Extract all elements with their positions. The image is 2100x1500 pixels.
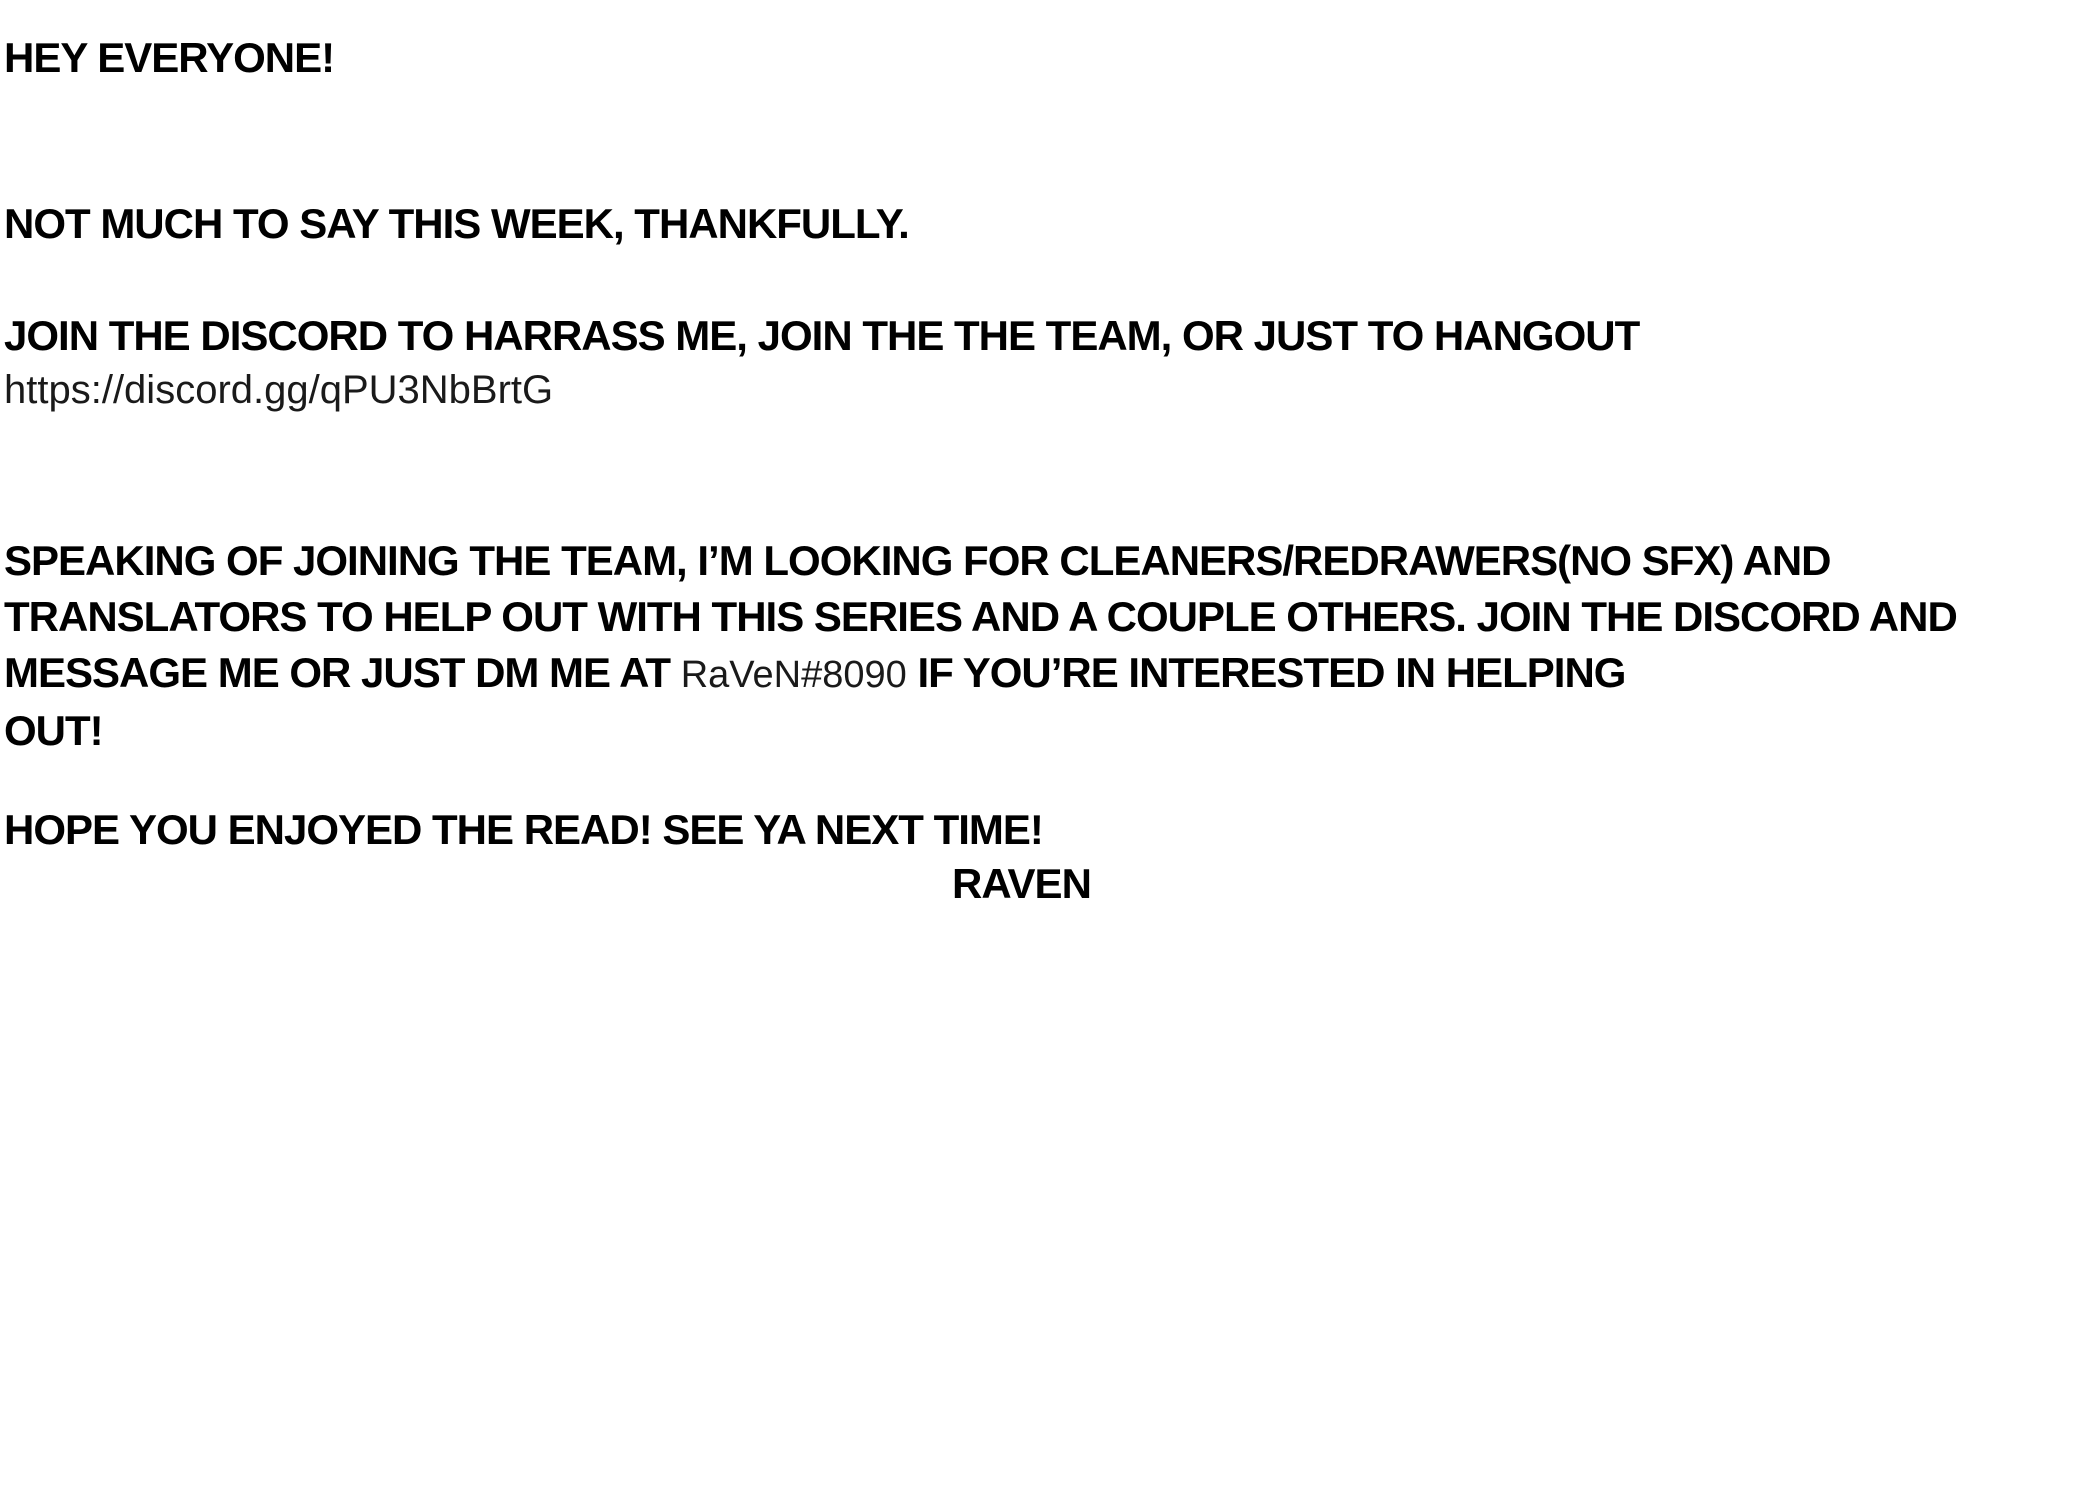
- farewell-text: HOPE YOU ENJOYED THE READ! SEE YA NEXT TIME!: [4, 806, 1043, 853]
- weekly-note-text: NOT MUCH TO SAY THIS WEEK, THANKFULLY.: [4, 200, 909, 247]
- recruit-paragraph: [4, 533, 1957, 759]
- discord-tag-text: RaVeN#8090: [680, 654, 907, 696]
- recruit-line-3: [4, 645, 1957, 703]
- recruit-line-3-suffix: IF YOU’RE INTERESTED IN HELPING: [906, 649, 1626, 696]
- discord-invite-text: JOIN THE DISCORD TO HARRASS ME, JOIN THE THE TEAM, OR JUST TO HANGOUT: [4, 312, 1640, 359]
- discord-url-text: https://discord.gg/qPU3NbBrtG: [4, 368, 554, 412]
- greeting-text: HEY EVERYONE!: [4, 34, 335, 81]
- signature-text: RAVEN: [952, 860, 1091, 907]
- recruit-line-1: SPEAKING OF JOINING THE TEAM, I’M LOOKING FOR CLEANERS/REDRAWERS(NO SFX) AND: [4, 537, 1831, 584]
- recruit-line-2: TRANSLATORS TO HELP OUT WITH THIS SERIES AND A COUPLE OTHERS. JOIN THE DISCORD AND: [4, 593, 1957, 640]
- recruit-line-4: OUT!: [4, 707, 103, 754]
- recruit-line-3-prefix: MESSAGE ME OR JUST DM ME AT: [4, 649, 681, 696]
